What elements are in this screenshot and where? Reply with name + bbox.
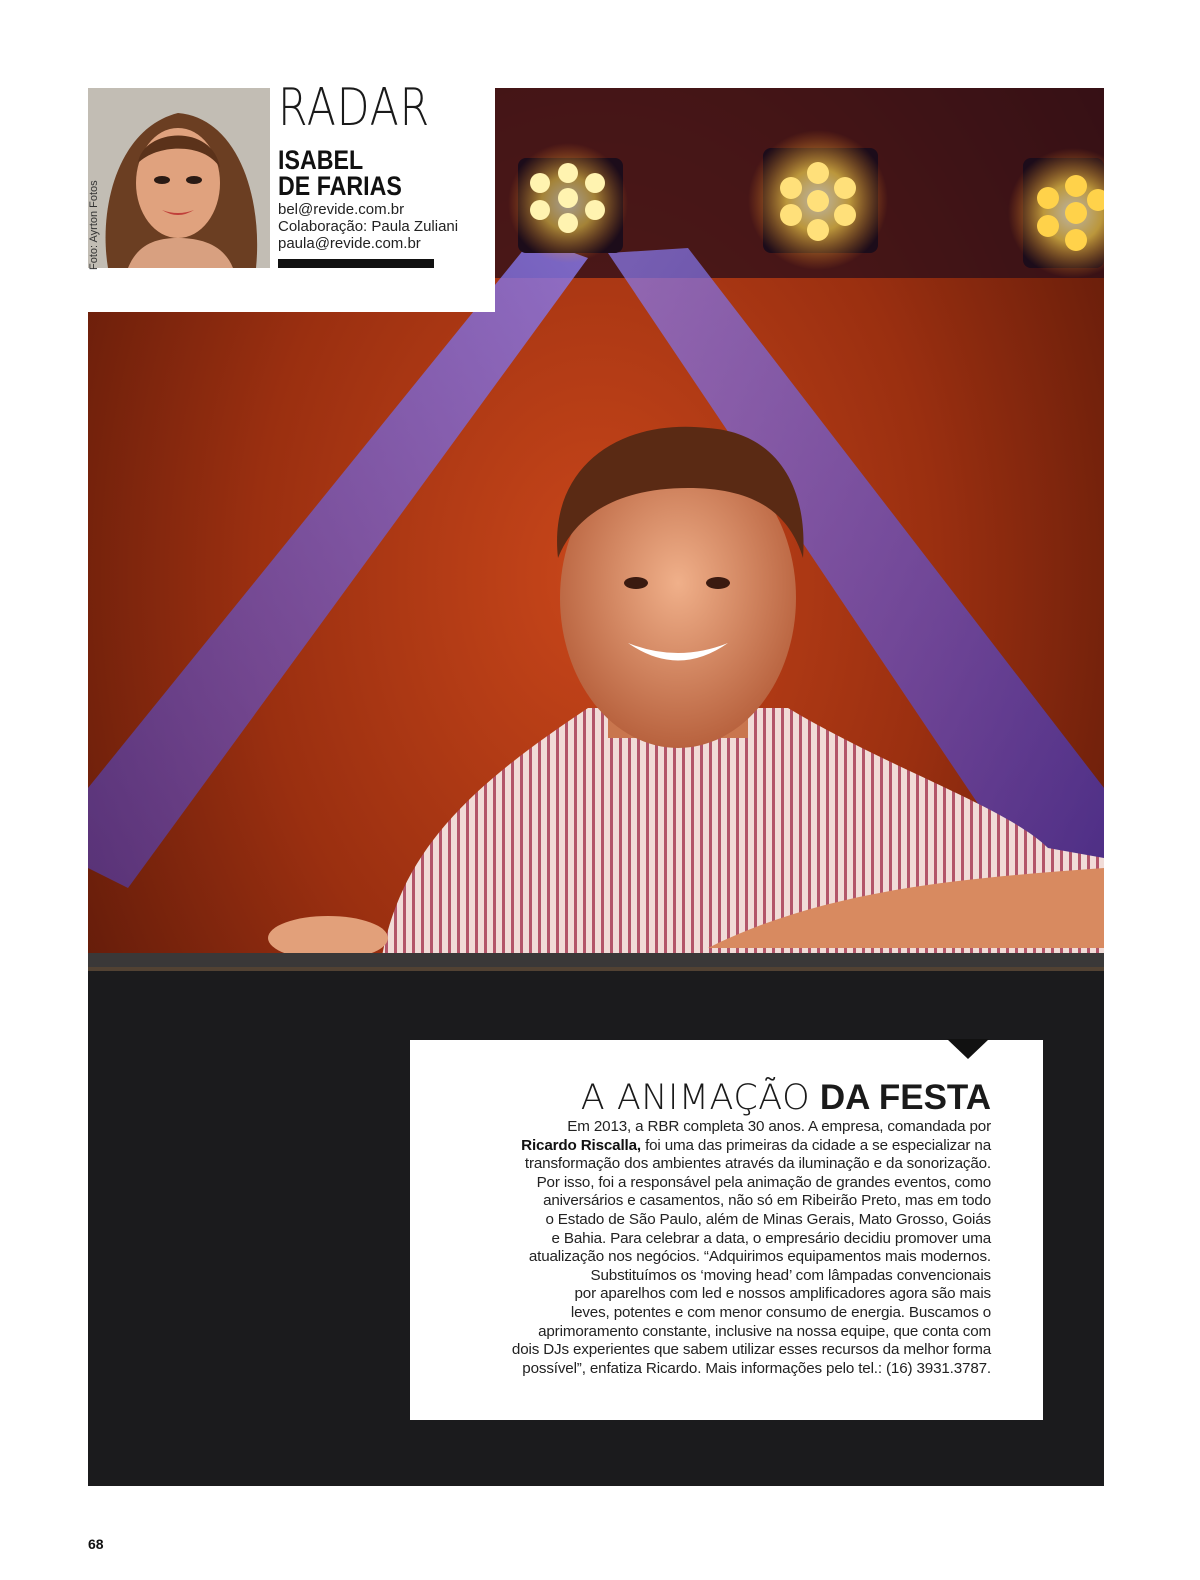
article-line: e Bahia. Para celebrar a data, o empresário decidiu promover uma bbox=[551, 1229, 991, 1247]
header-rule bbox=[278, 259, 434, 268]
article-line: atualização nos negócios. “Adquirimos equipamentos mais modernos. bbox=[528, 1248, 991, 1266]
article-line: Por isso, foi a responsável pela animação de grandes eventos, como bbox=[536, 1173, 991, 1191]
article-box bbox=[410, 1040, 1043, 1420]
box-notch bbox=[947, 1039, 989, 1059]
article-name-highlight: Ricardo Riscalla, bbox=[521, 1136, 641, 1154]
page-number: 68 bbox=[88, 1536, 104, 1552]
author-photo bbox=[88, 88, 270, 268]
article-line: o Estado de São Paulo, além de Minas Gerais, Mato Grosso, Goiás bbox=[545, 1210, 991, 1228]
article-line: Em 2013, a RBR completa 30 anos. A empresa, comandada por bbox=[567, 1118, 991, 1135]
article-line: Ricardo Riscalla, foi uma das primeiras da cidade a se especializar na bbox=[521, 1136, 991, 1154]
collaboration-credit: Colaboração: Paula Zuliani bbox=[278, 218, 459, 235]
article-line: Substituímos os ‘moving head’ com lâmpadas convencionais bbox=[590, 1266, 991, 1284]
led-fixture-1 bbox=[508, 143, 628, 263]
article-title-bold: DA FESTA bbox=[819, 1078, 991, 1117]
collaborator-email[interactable]: paula@revide.com.br bbox=[278, 235, 421, 252]
article-title bbox=[450, 1080, 991, 1116]
author-name bbox=[278, 145, 402, 201]
article-line: por aparelhos com led e nossos amplificadores agora são mais bbox=[574, 1285, 991, 1303]
author-name-line2: DE FARIAS bbox=[278, 170, 402, 201]
author-name-line1: ISABEL bbox=[278, 145, 364, 175]
column-header bbox=[88, 78, 495, 312]
author-email[interactable]: bel@revide.com.br bbox=[278, 201, 405, 218]
article-body bbox=[450, 1118, 991, 1378]
article-line: leves, potentes e com menor consumo de energia. Buscamos o bbox=[570, 1303, 991, 1321]
column-title: RADAR bbox=[278, 78, 431, 138]
photo-credit: Foto: Ayrton Fotos bbox=[88, 180, 100, 270]
contact-info bbox=[278, 201, 458, 252]
article-line: aniversários e casamentos, não só em Ribeirão Preto, mas em todo bbox=[543, 1192, 991, 1210]
article-title-light: A ANIMAÇÃO bbox=[580, 1078, 811, 1118]
article-line: possível”, enfatiza Ricardo. Mais informações pelo tel.: (16) 3931.3787. bbox=[522, 1359, 991, 1377]
author-portrait-illustration bbox=[88, 88, 270, 268]
led-fixture-2 bbox=[748, 130, 888, 270]
article-line: dois DJs experientes que sabem utilizar esses recursos da melhor forma bbox=[511, 1341, 991, 1359]
article-line: aprimoramento constante, inclusive na nossa equipe, que conta com bbox=[538, 1322, 991, 1340]
article-line: transformação dos ambientes através da iluminação e da sonorização. bbox=[524, 1155, 991, 1173]
